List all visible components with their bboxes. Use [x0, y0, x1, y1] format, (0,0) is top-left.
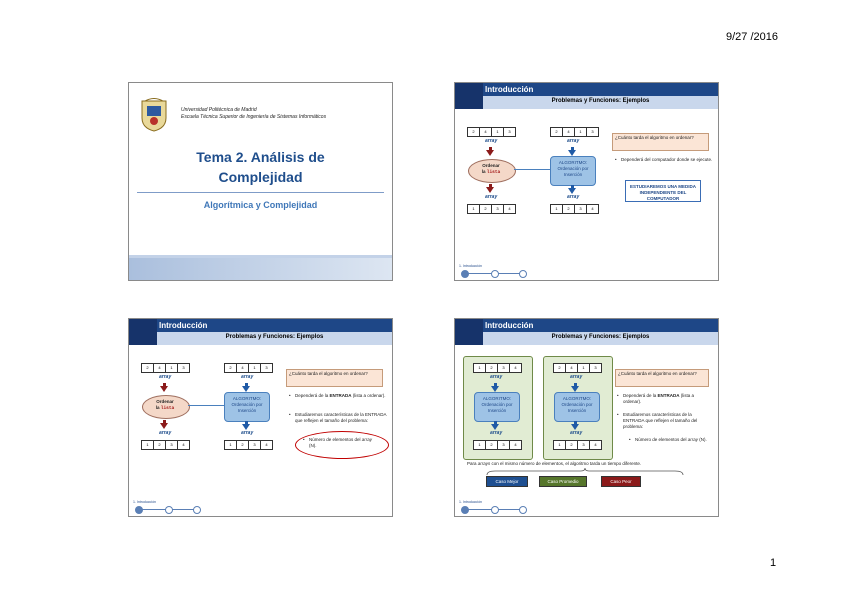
array-unsorted — [550, 127, 598, 135]
array-cell: 3 — [589, 363, 602, 373]
array-cell: 2 — [467, 127, 480, 137]
array-cell: 3 — [177, 363, 190, 373]
cloud-line-1: Ordenar — [482, 163, 500, 168]
nav-dot[interactable] — [165, 506, 173, 514]
algo-line-1: ALGORITMO: — [562, 396, 592, 401]
algorithm-box — [554, 392, 600, 422]
array-cell: 3 — [497, 363, 510, 373]
array-cell: 2 — [562, 204, 575, 214]
header-accent — [455, 319, 483, 345]
nav-dot-active[interactable] — [461, 506, 469, 514]
nav-dot[interactable] — [519, 506, 527, 514]
bullet-text-bold: ENTRADA — [657, 393, 680, 398]
title-line-1: Tema 2. Análisis de — [196, 149, 325, 165]
array-cell: 4 — [586, 204, 599, 214]
bullet-icon: • — [289, 412, 291, 417]
subheader-title: Problemas y Funciones: Ejemplos — [225, 334, 324, 340]
question-box — [615, 369, 709, 387]
array-cell: 2 — [565, 440, 578, 450]
array-cell: 4 — [509, 440, 522, 450]
footer-label: 1. Introducción — [133, 500, 156, 504]
caption-text — [467, 461, 712, 466]
question-box — [612, 133, 709, 151]
nav-dot[interactable] — [193, 506, 201, 514]
subheader-bar — [157, 332, 392, 345]
nav-dot-active[interactable] — [135, 506, 143, 514]
nav-dot[interactable] — [491, 270, 499, 278]
brace-icon — [485, 468, 685, 476]
array-cell: 3 — [491, 204, 504, 214]
cloud-text-pre: la — [481, 169, 487, 174]
bullet-text-bold: ENTRADA — [329, 393, 352, 398]
algo-line-1: ALGORITMO: — [482, 396, 512, 401]
array-unsorted — [224, 363, 272, 371]
array-cell: 1 — [553, 440, 566, 450]
connector-line — [514, 169, 550, 170]
slide-4 — [454, 318, 719, 517]
array-cell: 2 — [485, 363, 498, 373]
array-label: array — [485, 194, 498, 200]
bullet-item — [617, 393, 713, 405]
cloud-text-code: lista — [486, 170, 501, 175]
array-label: array — [570, 374, 583, 380]
cloud-line-2 — [468, 169, 514, 176]
footer-bar — [129, 258, 392, 280]
array-sorted — [553, 440, 601, 448]
array-label: array — [159, 374, 172, 380]
array-label: array — [485, 138, 498, 144]
array-cell: 4 — [260, 440, 273, 450]
connector-line — [188, 405, 224, 406]
array-cell: 1 — [574, 127, 587, 137]
array-cell: 3 — [586, 127, 599, 137]
bullet-text-post: (lista a ordenar). — [623, 393, 695, 404]
array-label: array — [567, 138, 580, 144]
array-cell: 3 — [503, 127, 516, 137]
cloud-line-1: Ordenar — [156, 399, 174, 404]
algorithm-text — [225, 396, 269, 414]
sub-bullet-text-pre: Número de elementos del — [309, 437, 362, 442]
case-best-badge: Caso Mejor — [486, 476, 528, 487]
subheader-bar — [483, 332, 718, 345]
bullet-icon: • — [615, 157, 617, 162]
question-text: ¿Cuánto tarda el algoritmo en ordenar? — [289, 371, 368, 376]
array-cell: 2 — [141, 363, 154, 373]
array-sorted — [467, 204, 515, 212]
array-input — [473, 363, 521, 371]
section-nav — [133, 505, 205, 513]
sub-bullet-text-post: (N). — [309, 443, 317, 448]
university-text — [181, 107, 326, 121]
algo-line-2: Ordenación por — [231, 402, 263, 407]
sub-bullet-text-italic: array — [361, 437, 373, 442]
title-divider — [137, 192, 384, 193]
algorithm-box — [224, 392, 270, 422]
bullet-icon: • — [629, 437, 631, 442]
array-cell: 2 — [236, 440, 249, 450]
array-sorted — [550, 204, 598, 212]
down-arrow-icon — [486, 187, 494, 193]
callout-text: ESTUDIAREMOS UNA MEDIDA INDEPENDIENTE DEL COMPUTADOR — [629, 184, 697, 201]
algo-line-2: Ordenación por — [481, 402, 513, 407]
bullet-item — [289, 393, 387, 399]
footer-label: 1. Introducción — [459, 264, 482, 268]
slide-3 — [128, 318, 393, 517]
sub-bullet-text-italic: array — [687, 437, 699, 442]
bullet-icon: • — [303, 437, 305, 442]
question-text: ¿Cuánto tarda el algoritmo en ordenar? — [618, 371, 697, 376]
down-arrow-icon — [486, 150, 494, 156]
header-title: Introducción — [159, 321, 208, 330]
sub-bullet-text-post: (N). — [698, 437, 707, 442]
array-cell: 1 — [550, 204, 563, 214]
array-cell: 1 — [473, 363, 486, 373]
algorithm-box — [550, 156, 596, 186]
cloud-line-2 — [142, 405, 188, 412]
array-cell: 3 — [574, 204, 587, 214]
bullet-icon: • — [617, 412, 619, 417]
algo-line-2: Ordenación por — [561, 402, 593, 407]
header-accent — [129, 319, 157, 345]
case-average-badge: Caso Promedio — [539, 476, 587, 487]
algo-line-2: Ordenación por — [557, 166, 589, 171]
array-label: array — [241, 374, 254, 380]
array-sorted — [224, 440, 272, 448]
array-cell: 4 — [479, 127, 492, 137]
caption-post: con el mismo número de elementos, el algoritmo tarda un tiempo diferente. — [490, 461, 642, 466]
array-sorted — [141, 440, 189, 448]
bullet-text-pre: Dependerá de la — [295, 393, 330, 398]
upm-logo-icon — [139, 98, 169, 132]
array-cell: 4 — [565, 363, 578, 373]
algo-line-1: ALGORITMO: — [232, 396, 262, 401]
array-cell: 4 — [153, 363, 166, 373]
callout-box — [625, 180, 701, 202]
array-cell: 4 — [503, 204, 516, 214]
cloud-text-pre: la — [155, 405, 161, 410]
sub-bullet-item — [629, 437, 707, 443]
bullet-icon: • — [289, 393, 291, 398]
footer-label: 1. Introducción — [459, 500, 482, 504]
array-label: array — [570, 430, 583, 436]
algorithm-text — [555, 396, 599, 414]
array-cell: 4 — [177, 440, 190, 450]
case-worst-badge: Caso Peor — [601, 476, 641, 487]
array-cell: 3 — [497, 440, 510, 450]
subheader-title: Problemas y Funciones: Ejemplos — [551, 98, 650, 104]
slide-1-title — [128, 82, 393, 281]
array-sorted — [473, 440, 521, 448]
array-cell: 4 — [589, 440, 602, 450]
algorithm-box — [474, 392, 520, 422]
algo-line-3: Inserción — [487, 408, 507, 413]
cloud-text — [468, 163, 514, 176]
subheader-title: Problemas y Funciones: Ejemplos — [551, 334, 650, 340]
bullet-text-pre: Dependerá de la — [623, 393, 658, 398]
nav-dot-active[interactable] — [461, 270, 469, 278]
array-cell: 1 — [467, 204, 480, 214]
array-cell: 1 — [491, 127, 504, 137]
page-number: 1 — [770, 557, 777, 569]
array-cell: 2 — [479, 204, 492, 214]
nav-dot[interactable] — [519, 270, 527, 278]
array-cell: 3 — [248, 440, 261, 450]
slide-title — [129, 147, 392, 187]
array-cell: 1 — [577, 363, 590, 373]
university-name: Universidad Politécnica de Madrid — [181, 107, 257, 113]
question-box — [286, 369, 383, 387]
bullet-text: Estudiaremos características de la ENTRADA que reflejen el tamaño del problema: — [623, 412, 698, 429]
array-label: array — [490, 374, 503, 380]
array-cell: 4 — [236, 363, 249, 373]
title-line-2: Complejidad — [218, 169, 303, 185]
bullet-item — [615, 157, 713, 163]
cloud-text-code: lista — [160, 406, 175, 411]
caption-italic: arrays — [477, 461, 491, 466]
array-cell: 3 — [260, 363, 273, 373]
bullet-text: Dependerá del computador donde se ejecute. — [621, 157, 713, 162]
array-cell: 2 — [550, 127, 563, 137]
bullet-text-post: (lista a ordenar). — [351, 393, 386, 398]
array-unsorted — [141, 363, 189, 371]
array-input — [553, 363, 601, 371]
array-label: array — [241, 430, 254, 436]
slide-2 — [454, 82, 719, 281]
array-cell: 2 — [153, 440, 166, 450]
array-cell: 2 — [553, 363, 566, 373]
caption-pre: Para — [467, 461, 478, 466]
array-cell: 4 — [509, 363, 522, 373]
header-accent — [455, 83, 483, 109]
array-cell: 1 — [224, 440, 237, 450]
section-nav — [459, 269, 531, 277]
algo-line-3: Inserción — [563, 172, 583, 177]
section-nav — [459, 505, 531, 513]
slide-subtitle: Algorítmica y Complejidad — [203, 200, 318, 210]
header-title: Introducción — [485, 85, 534, 94]
bullet-text: Estudiaremos características de la ENTRADA que reflejen el tamaño del problema: — [295, 412, 387, 423]
array-cell: 1 — [165, 363, 178, 373]
down-arrow-icon — [160, 423, 168, 429]
array-cell: 3 — [165, 440, 178, 450]
bullet-icon: • — [617, 393, 619, 398]
bullet-item — [617, 412, 713, 430]
algorithm-text — [551, 160, 595, 178]
cloud-text — [142, 399, 188, 412]
array-cell: 4 — [562, 127, 575, 137]
down-arrow-icon — [160, 386, 168, 392]
array-cell: 1 — [248, 363, 261, 373]
array-cell: 2 — [224, 363, 237, 373]
bullet-item — [289, 412, 387, 424]
subheader-bar — [483, 96, 718, 109]
algo-line-1: ALGORITMO: — [558, 160, 588, 165]
algorithm-text — [475, 396, 519, 414]
array-cell: 3 — [577, 440, 590, 450]
array-unsorted — [467, 127, 515, 135]
array-cell: 1 — [473, 440, 486, 450]
sub-bullet-item — [303, 437, 379, 449]
algo-line-3: Inserción — [237, 408, 257, 413]
array-label: array — [567, 194, 580, 200]
print-date: 9/27 /2016 — [726, 31, 778, 43]
header-title: Introducción — [485, 321, 534, 330]
school-name: Escuela Técnica Superior de Ingeniería de Sistemas Informáticos — [181, 114, 327, 120]
array-cell: 1 — [141, 440, 154, 450]
nav-dot[interactable] — [491, 506, 499, 514]
algo-line-3: Inserción — [567, 408, 587, 413]
array-label: array — [159, 430, 172, 436]
question-text: ¿Cuánto tarda el algoritmo en ordenar? — [615, 135, 694, 140]
array-label: array — [490, 430, 503, 436]
sub-bullet-text-pre: Número de elementos del — [635, 437, 688, 442]
array-cell: 2 — [485, 440, 498, 450]
